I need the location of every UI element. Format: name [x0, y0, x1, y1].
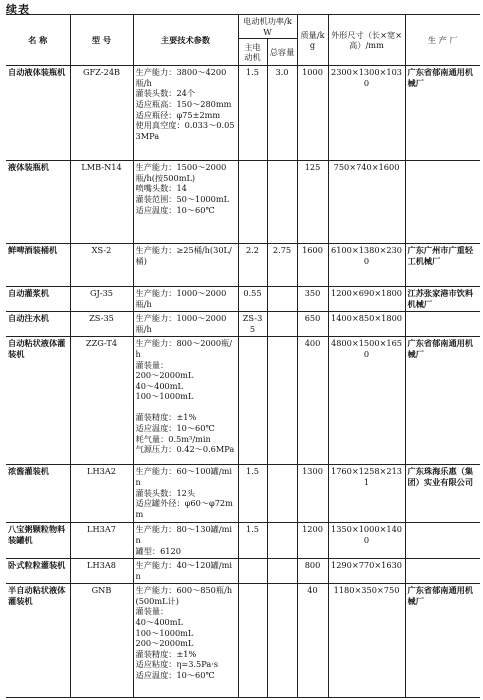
col-header-manufacturer: 生 产 厂: [405, 15, 480, 66]
cell-power-main: 1.5: [238, 465, 267, 523]
cell-model: LH3A8: [70, 559, 133, 584]
table-row: [6, 287, 480, 312]
cell-mfr: [405, 312, 480, 337]
cell-model: ZS-35: [70, 312, 133, 337]
cell-mfr: 广东省郁南通用机械厂: [405, 337, 480, 465]
cell-dims: 2300×1300×1030: [328, 66, 405, 161]
cell-power-main: [238, 584, 267, 698]
col-header-name: 名 称: [6, 15, 70, 66]
cell-name: 自动注水机: [6, 312, 70, 337]
cell-dims: 750×740×1600: [328, 161, 405, 244]
cell-mfr: [405, 559, 480, 584]
col-header-model: 型 号: [70, 15, 133, 66]
cell-dims: 1760×1258×2131: [328, 465, 405, 523]
cell-power-total: [267, 312, 297, 337]
cell-dims: 1290×770×1630: [328, 559, 405, 584]
cell-mass: 1600: [297, 243, 328, 286]
cell-power-total: [267, 584, 297, 698]
cell-mfr: 广东珠海乐惠（集团）实业有限公司: [405, 465, 480, 523]
cell-params: 生产能力：600～850瓶/h(500mL计) 灌装量： 40～400mL 100～1000mL 200～2000mL 灌装精度：±1% 适应粘度：η=3.5Pa·s 适应温度：10～60℃: [133, 584, 238, 698]
cell-power-total: [267, 523, 297, 559]
cell-name: 卧式粒粒灌装机: [6, 559, 70, 584]
cell-dims: 1200×690×1800: [328, 287, 405, 312]
cell-power-main: [238, 161, 267, 244]
table-row: [6, 465, 480, 523]
cell-power-total: 3.0: [267, 66, 297, 161]
cell-name: 自动粘状液体灌装机: [6, 337, 70, 465]
table-row: [6, 161, 480, 244]
col-header-power: 电动机功率/kW: [238, 15, 297, 39]
cell-power-total: [267, 287, 297, 312]
cell-model: LH3A7: [70, 523, 133, 559]
cell-dims: 1400×850×1800: [328, 312, 405, 337]
cell-mass: 350: [297, 287, 328, 312]
cell-mass: 40: [297, 584, 328, 698]
cell-model: LMB-N14: [70, 161, 133, 244]
cell-power-total: [267, 465, 297, 523]
col-header-mass: 质量/kg: [297, 15, 328, 66]
cell-name: 半自动粘状液体灌装机: [6, 584, 70, 698]
cell-mass: 400: [297, 337, 328, 465]
cell-mfr: 江苏张家港市饮料机械厂: [405, 287, 480, 312]
cell-name: 鲜啤酒装桶机: [6, 243, 70, 286]
cell-params: 生产能力：80～130罐/min 罐型：6120: [133, 523, 238, 559]
col-header-dims: 外形尺寸（长×宽×高）/mm: [328, 15, 405, 66]
cell-power-main: 0.55: [238, 287, 267, 312]
cell-dims: 6100×1380×2300: [328, 243, 405, 286]
cell-model: ZZG-T4: [70, 337, 133, 465]
cell-name: 浓酱灌装机: [6, 465, 70, 523]
table-body: [6, 66, 480, 698]
cell-mfr: 广东广州市广重轻工机械厂: [405, 243, 480, 286]
cell-model: LH3A2: [70, 465, 133, 523]
cell-mass: 125: [297, 161, 328, 244]
cell-params: 生产能力：≥25桶/h(30L/桶): [133, 243, 238, 286]
cell-power-main: 2.2: [238, 243, 267, 286]
table-row: [6, 66, 480, 161]
cell-power-main: 1.5: [238, 523, 267, 559]
col-header-power-main: 主电动机: [238, 39, 267, 66]
table-row: [6, 243, 480, 286]
cell-params: 生产能力：1000～2000瓶/h: [133, 287, 238, 312]
table-row: [6, 523, 480, 559]
cell-power-main: [238, 559, 267, 584]
table-row: [6, 559, 480, 584]
cell-power-total: [267, 337, 297, 465]
col-header-params: 主要技术参数: [133, 15, 238, 66]
cell-power-main: 1.5: [238, 66, 267, 161]
cell-power-total: 2.75: [267, 243, 297, 286]
equipment-table: [6, 14, 480, 698]
cell-model: GNB: [70, 584, 133, 698]
cell-name: 八宝粥颗粒物料装罐机: [6, 523, 70, 559]
cell-mass: 650: [297, 312, 328, 337]
cell-name: 液体装瓶机: [6, 161, 70, 244]
cell-params: 生产能力：3800～4200瓶/h 灌装头数：24个 适应瓶高：150～280mm 适应瓶径：φ75±2mm 使用真空度：0.033～0.053MPa: [133, 66, 238, 161]
col-header-power-total: 总容量: [267, 39, 297, 66]
cell-dims: 1350×1000×1400: [328, 523, 405, 559]
cell-params: 生产能力：800～2000瓶/h 灌装量： 200～2000mL 40～400mL 100～1000mL 灌装精度：±1% 适应温度：10～60℃ 耗气量：0.5m³/min 气源压力：0.42～0.6MPa: [133, 337, 238, 465]
cell-name: 自动液体装瓶机: [6, 66, 70, 161]
cell-mfr: 广东省郁南通用机械厂: [405, 66, 480, 161]
cell-mass: 1200: [297, 523, 328, 559]
cell-params: 生产能力：40～120罐/min: [133, 559, 238, 584]
cell-power-total: [267, 559, 297, 584]
cell-mass: 1300: [297, 465, 328, 523]
cell-params: 生产能力：1500～2000瓶/h(按500mL) 喷嘴头数：14 灌装范围：50～1000mL 适应温度：10～60℃: [133, 161, 238, 244]
table-row: [6, 312, 480, 337]
cell-params: 生产能力：60～100罐/min 灌装头数：12头 适应罐外径：φ60～φ72mm: [133, 465, 238, 523]
cell-mfr: [405, 161, 480, 244]
cell-power-main: [238, 337, 267, 465]
cell-model: GFZ-24B: [70, 66, 133, 161]
cell-model: GJ-35: [70, 287, 133, 312]
table-row: [6, 337, 480, 465]
cell-dims: 4800×1500×1650: [328, 337, 405, 465]
cell-power-total: [267, 161, 297, 244]
cell-mass: 800: [297, 559, 328, 584]
cell-model: XS-2: [70, 243, 133, 286]
table-row: [6, 584, 480, 698]
cell-dims: 1180×350×750: [328, 584, 405, 698]
cell-mfr: 广东省郁南通用机械厂: [405, 584, 480, 698]
cell-mass: 1000: [297, 66, 328, 161]
cell-name: 自动灌浆机: [6, 287, 70, 312]
cell-mfr: [405, 523, 480, 559]
cell-params: 生产能力：1000～2000瓶/h: [133, 312, 238, 337]
cell-power-main: ZS-35: [238, 312, 267, 337]
continued-table-heading: 续表: [6, 3, 30, 16]
